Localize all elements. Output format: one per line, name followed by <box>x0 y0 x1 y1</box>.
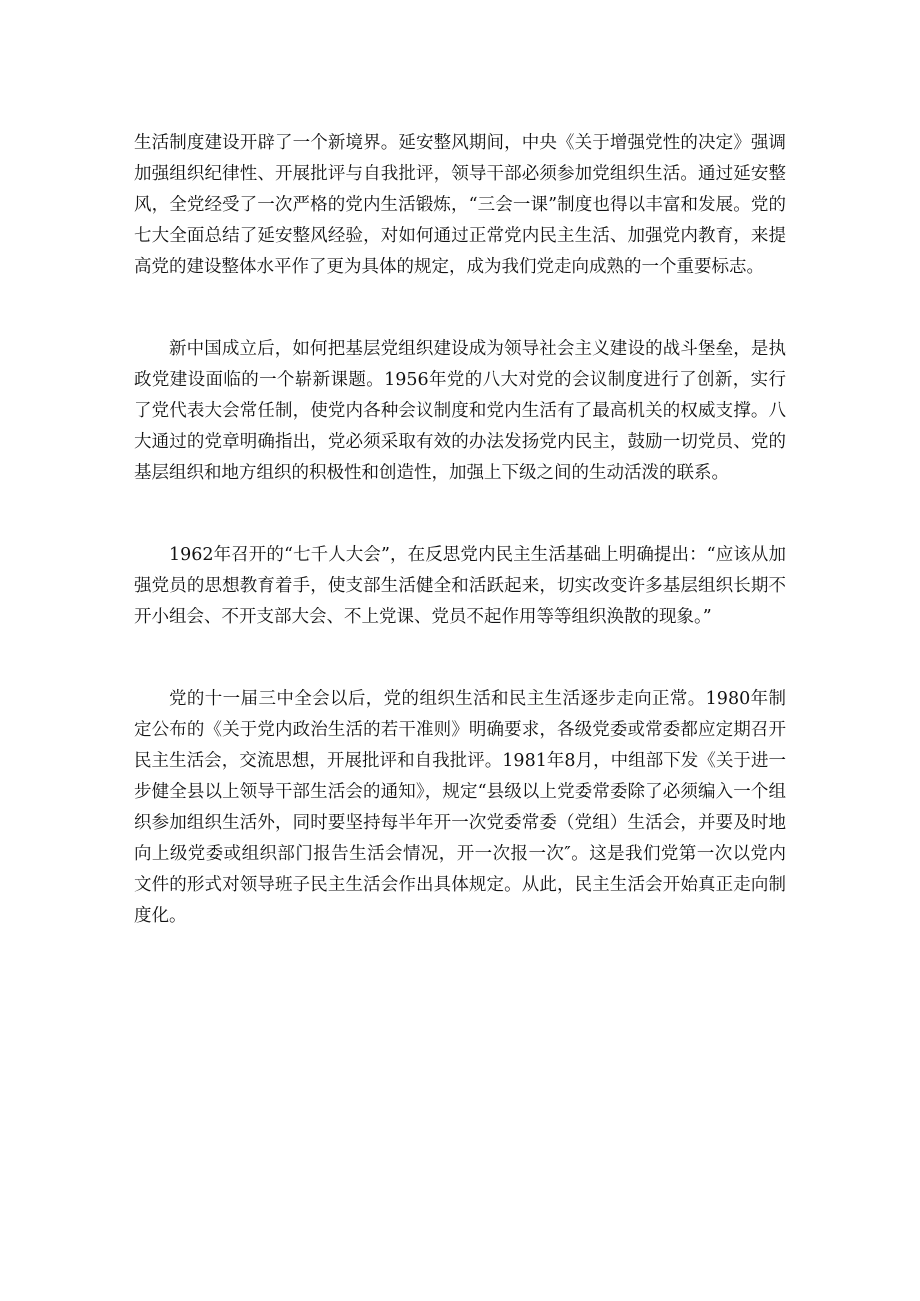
paragraph-third-plenum: 党的十一届三中全会以后，党的组织生活和民主生活逐步走向正常。1980年制定公布的《关于党内政治生活的若干准则》明确要求，各级党委或常委都应定期召开民主生活会，交流思想，开展批评和自我批评。1981年8月，中组部下发《关于进一步健全县以上领导干部生活会的通知》，规定“县级以上党委常委除了必须编入一个组织参加组织生活外，同时要坚持每半年开一次党委常委（党组）生活会，并要及时地向上级党委或组织部门报告生活会情况，开一次报一次″。这是我们党第一次以党内文件的形式对领导班子民主生活会作出具体规定。从此，民主生活会开始真正走向制度化。 <box>134 689 786 926</box>
paragraph-continuation: 生活制度建设开辟了一个新境界。延安整风期间，中央《关于增强党性的决定》强调加强组织纪律性、开展批评与自我批评，领导干部必须参加党组织生活。通过延安整风，全党经受了一次严格的党内生活锻炼，“三会一课”制度也得以丰富和发展。党的七大全面总结了延安整风经验，对如何通过正常党内民主生活、加强党内教育，来提高党的建设整体水平作了更为具体的规定，成为我们党走向成熟的一个重要标志。 <box>134 133 786 277</box>
paragraph-1962-conference: 1962年召开的“七千人大会”，在反思党内民主生活基础上明确提出：“应该从加强党员的思想教育着手，使支部生活健全和活跃起来，切实改变许多基层组织长期不开小组会、不开支部大会、不上党课、党员不起作用等等组织涣散的现象。” <box>134 545 786 627</box>
paragraph-new-china: 新中国成立后，如何把基层党组织建设成为领导社会主义建设的战斗堡垒，是执政党建设面临的一个崭新课题。1956年党的八大对党的会议制度进行了创新，实行了党代表大会常任制，使党内各种会议制度和党内生活有了最高机关的权威支撑。八大通过的党章明确指出，党必须采取有效的办法发扬党内民主，鼓励一切党员、党的基层组织和地方组织的积极性和创造性，加强上下级之间的生动活泼的联系。 <box>134 339 786 483</box>
document-body <box>134 128 786 932</box>
